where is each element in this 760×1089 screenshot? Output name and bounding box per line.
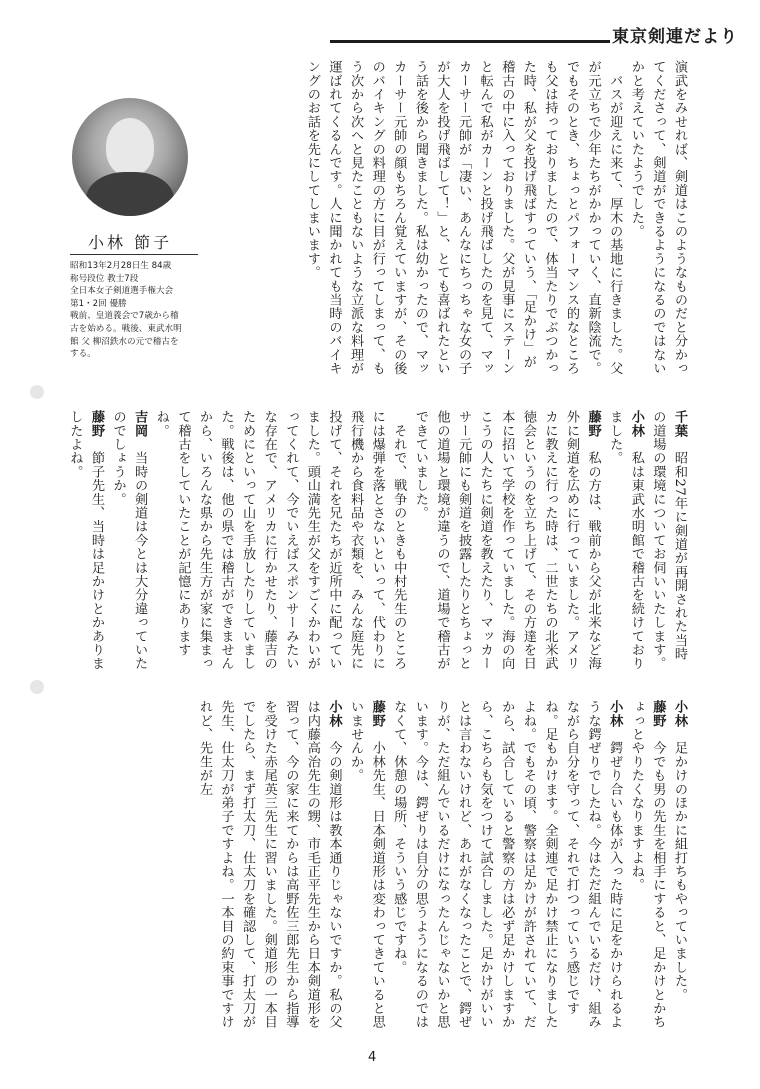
speaker-name: 吉岡 — [132, 410, 148, 438]
paragraph-text: 足かけのほかに組打ちもやっていました。 — [672, 741, 687, 1002]
binder-hole — [30, 680, 44, 694]
paragraph — [647, 410, 690, 672]
paragraph — [668, 700, 690, 1032]
speaker-name: 藤野 — [650, 700, 666, 728]
portrait-photo — [72, 98, 188, 216]
paragraph-text: 私は東武水明館で稽古を続けておりました。 — [607, 410, 644, 671]
portrait-face — [106, 118, 154, 176]
paragraph — [64, 410, 107, 672]
bio-line: 称号段位 教士7段 — [70, 273, 139, 284]
speaker-name: 小林 — [672, 700, 687, 728]
paragraph-text: バスが迎えに来て、厚木の基地に行きました。父が元立ちで少年たちがかかっていく、直新陰流で。でもそのとき、ちょっとパフォーマンス的なところも父は持っておりましたので、体当たりでぶつかった時、私が父を投げ飛ばすっていう、「足かけ」が稽古の中に入っておりました。父が見事にステーンと転んで私がカーンと投げ飛ばしたのを見て、マッカーサー元帥が「凄い、あんなにちっちゃな女の子が大人を投げ飛ばして！」と、とても喜ばれたという話を後から聞きました。私は幼かったので、マッカーサー元帥の顔もちろん覚えていますが、その後のバイキングの料理の方に目が行ってしまって、もう次から次へと見たこともないような立派な料理が運ばれてくるんです。人に聞かれても当時のバイキングのお話を先にしてしまいます。 — [304, 60, 623, 376]
speaker-name: 藤野 — [88, 410, 104, 438]
speaker-name: 小林 — [326, 700, 342, 728]
bio-line: 館 父 柳沼鉄水の元で稽古を — [70, 336, 179, 347]
bio-line: 全日本女子剣道選手権大会 — [70, 286, 174, 297]
paragraph — [604, 410, 647, 672]
speaker-name: 千葉 — [672, 410, 687, 438]
paragraph-text: 当時の剣道は今とは大分違っていたのでしょうか。 — [110, 410, 148, 671]
binder-hole — [30, 385, 44, 399]
paragraph — [301, 60, 625, 382]
bio-line: 昭和13年2月28日生 84歳 — [70, 261, 172, 271]
column-top-right — [222, 60, 690, 382]
paragraph-text: 今でも男の先生を相手にすると、足かけとかちょっとやりたくなりますよね。 — [628, 700, 666, 1029]
paragraph — [150, 410, 409, 672]
paragraph — [625, 700, 668, 1032]
paragraph-text: 今の剣道形は教本通りじゃないですか。私の父は内藤高治先生の甥、市毛正平先生から日本剣道形を習って、今の家に来てからは高野佐三郎先生から指導を受けた赤尾英三先生に習いました。剣道形の一本目でしたら、まず打太刀、仕太刀を確認して、打太刀が先生、仕太刀が弟子ですよね。一本目の約束事ですけれど、先生が左 — [196, 700, 342, 1029]
paragraph — [345, 700, 388, 1032]
paragraph-text: 昭和27年に剣道が再開された当時の道場の環境についてお伺いいたします。 — [650, 410, 687, 671]
paragraph — [388, 700, 626, 1032]
paragraph — [193, 700, 344, 1032]
profile-bio — [70, 260, 202, 361]
profile-name: 小林 節子 — [88, 233, 173, 252]
bio-line: 古を始める。戦後、東武水明 — [70, 323, 182, 334]
paragraph-text: それで、戦争のときも中村先生のところには爆弾を落とさないといって、代わりに飛行機から食料品や衣類を、みんな庭先に投げて、それを兄たちが近所中に配っていました。頭山満先生が父をすごくかわいがってくれて、今でいえばスポンサーみたいな存在で、アメリカに行かせたり、藤吉のためにといって山を手放したりしていました。戦後は、他の県では稽古ができませんから、いろんな県から先生方が家に集まって稽古をしていたことが記憶にありますね。 — [153, 410, 407, 671]
paragraph-text: 小林先生、日本剣道形は変わってきていると思いませんか。 — [348, 700, 385, 1029]
bio-line: 第1・2回 優勝 — [70, 298, 127, 309]
paragraph-text: 演武をみせれば、剣道はこのようなものだと分かってくださって、剣道ができるようになるのではないかと考えていたようでした。 — [628, 60, 687, 376]
paragraph — [409, 410, 603, 672]
column-bottom-left — [62, 700, 690, 1032]
paragraph — [625, 60, 690, 382]
page-number: 4 — [368, 1050, 377, 1065]
column-bottom-right — [62, 410, 690, 672]
speaker-name: 小林 — [628, 410, 644, 438]
speaker-name: 藤野 — [369, 700, 385, 728]
paragraph-text: 私の方は、戦前から父が北米など海外に剣道を広めに行っていました。アメリカに教えに行った時は、二世たちの北米武徳会というのを立ち上げて、その方達を日本に招いて学校を作っていました。海の向こうの人たちに剣道を教えたり、マッカーサー元帥にも剣道を披露したりとちょっと他の道場と環境が違うので、道場で稽古ができていました。 — [412, 410, 601, 671]
masthead-title: 東京剣連だより — [612, 27, 738, 47]
portrait-body — [86, 172, 174, 216]
paragraph-text: 節子先生、当時は足かけとかありましたよね。 — [67, 410, 104, 671]
bio-line: する。 — [70, 349, 96, 360]
masthead-rule — [330, 40, 610, 43]
paragraph-text: 鍔ぜり合いも体が入った時に足をかけられるような鍔ぜりでしたね。今はただ組んでいるだけ、組みながら自分を守って、それで打つっていう感じですね。足もかけます。全剣連で足かけ禁止になりましたよね。でもその頃、警察は足かけが許されていて、だから、試合していると警察の方は必ず足かけしますから、こちらも気をつけて試合しました。足かけがいいとは言わないけれど、あれがなくなったことで、鍔ぜりが、ただ組んでいるだけになったんじゃないかと思います。今は、鍔ぜりは自分の思うようになるのではなくて、休憩の場所、そういう感じですね。 — [391, 700, 623, 1029]
paragraph — [107, 410, 150, 672]
speaker-name: 藤野 — [585, 410, 601, 438]
speaker-name: 小林 — [607, 700, 623, 728]
bio-line: 戦前、皇道義会で7歳から稽 — [70, 311, 179, 322]
name-underline — [70, 254, 198, 255]
